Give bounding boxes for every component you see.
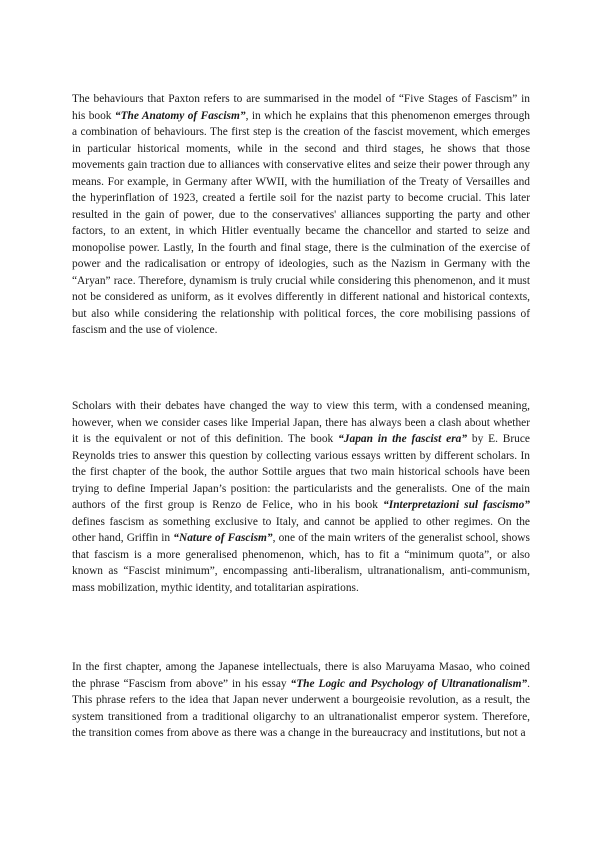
text-span: , one of the main writers of the generalist school, shows that fascism is a more generalised phenomenon, which, has to fit a “minimum quota”, or also known as “Fascist minimum”, encompassing anti-liberalism, ultranationalism, anti-communism, mass mobilization, mythic identity, and totalitarian aspirations. — [72, 532, 530, 594]
text-span: The behaviours that Paxton refers to are summarised in the model of “Five Stages of Fascism” in his book — [72, 93, 530, 122]
book-title-anatomy-of-fascism: “The Anatomy of Fascism” — [114, 109, 246, 122]
text-span: In the first chapter, among the Japanese intellectuals, there is also Maruyama Masao, who coined the phrase “Fascism from above” in his essay — [72, 661, 530, 690]
paragraph-scholars-debates — [72, 398, 530, 596]
text-span: Scholars with their debates have changed the way to view this term, with a condensed meaning, however, when we consider cases like Imperial Japan, there has always been a clash about whether it is the equivalent or not of this definition. The book — [72, 400, 530, 445]
text-span: , in which he explains that this phenomenon emerges through a combination of behaviours. The first step is the creation of the fascist movement, which emerges in particular historical moments, while in the second and third stages, he shows that those movements gain traction due to alliances with conservative elites and seize their power through any means. For example, in Germany after WWII, with the humiliation of the Treaty of Versailles and the hyperinflation of 1923, created a fertile soil for the nazist party to become crucial. This later resulted in the gain of power, due to the conservatives' alliances supporting the party and other factors, to an extent, in which Hitler eventually became the chancellor and started to seize and monopolise power. Lastly, In the fourth and final stage, there is the culmination of the exercise of power and the radicalisation or entropy of ideologies, such as the Nazism in Germany with the “Aryan” race. Therefore, dynamism is truly crucial while considering this phenomenon, and it must not be considered as uniform, as it evolves differently in different national and historical contexts, but also while considering the relationship with political forces, the core mobilising passions of fascism and the use of violence. — [72, 109, 531, 336]
text-span: by E. Bruce Reynolds tries to answer this question by collecting various essays written by different scholars. In the first chapter of the book, the author Sottile argues that two main historical schools have been trying to define Imperial Japan’s position: the particularists and the generalists. One of the main authors of the first group is Renzo de Felice, who in his book — [72, 433, 530, 511]
book-title-japan-in-the-fascist-era: “Japan in the fascist era” — [338, 433, 468, 445]
paragraph-paxton-five-stages — [72, 91, 530, 339]
essay-title-logic-and-psychology-of-ultranationalism: “The Logic and Psychology of Ultranationalism” — [290, 677, 528, 690]
book-title-nature-of-fascism: “Nature of Fascism” — [173, 532, 273, 544]
book-title-interpretazioni-sul-fascismo: “Interpretazioni sul fascismo” — [383, 499, 531, 511]
text-span: defines fascism as something exclusive to Italy, and cannot be applied to other regimes. On the other hand, Griffin in — [72, 515, 530, 544]
paragraph-maruyama-masao — [72, 659, 530, 742]
text-span: . This phrase refers to the idea that Japan never underwent a bourgeoisie revolution, as a result, the system transitioned from a traditional oligarchy to an ultranationalist emperor system. Therefore, the transition comes from above as there was a change in the bureaucracy and institutions, but not a — [72, 677, 530, 739]
